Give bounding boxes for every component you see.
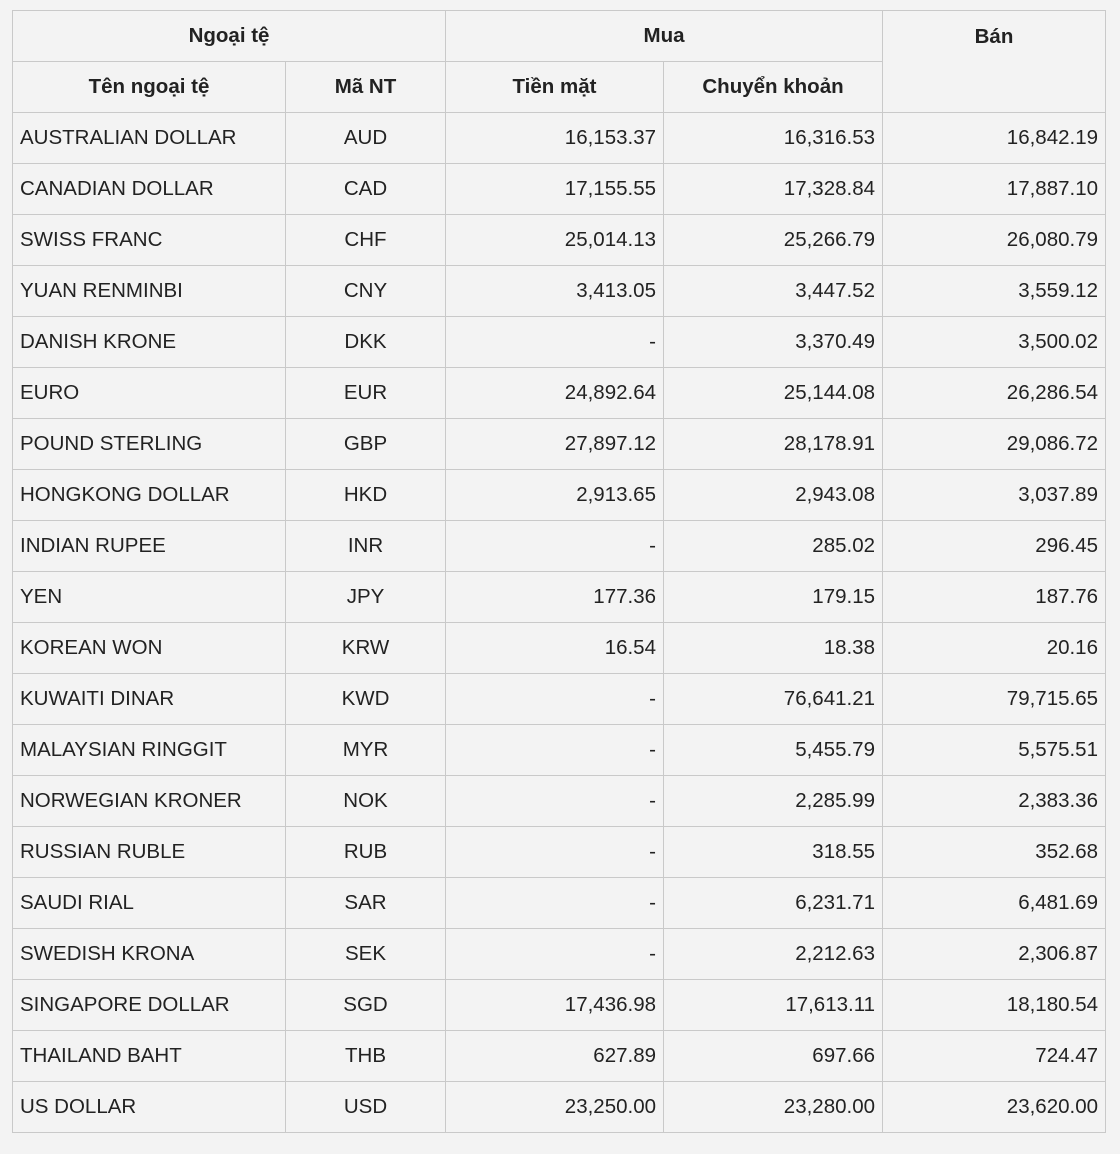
sell-cell: 6,481.69 bbox=[883, 878, 1106, 929]
currency-code-cell: CHF bbox=[286, 215, 446, 266]
sell-cell: 2,383.36 bbox=[883, 776, 1106, 827]
header-cash: Tiền mặt bbox=[446, 62, 664, 113]
table-row bbox=[13, 572, 1106, 623]
buy-transfer-cell: 76,641.21 bbox=[664, 674, 883, 725]
buy-transfer-cell: 17,613.11 bbox=[664, 980, 883, 1031]
currency-name-cell: YEN bbox=[13, 572, 286, 623]
table-row bbox=[13, 827, 1106, 878]
header-currency-code: Mã NT bbox=[286, 62, 446, 113]
sell-cell: 26,286.54 bbox=[883, 368, 1106, 419]
table-row bbox=[13, 470, 1106, 521]
currency-code-cell: CAD bbox=[286, 164, 446, 215]
table-row bbox=[13, 1082, 1106, 1133]
currency-name-cell: EURO bbox=[13, 368, 286, 419]
buy-cash-cell: 177.36 bbox=[446, 572, 664, 623]
currency-name-cell: POUND STERLING bbox=[13, 419, 286, 470]
buy-transfer-cell: 318.55 bbox=[664, 827, 883, 878]
header-currency-group: Ngoại tệ bbox=[13, 11, 446, 62]
currency-name-cell: KOREAN WON bbox=[13, 623, 286, 674]
currency-code-cell: JPY bbox=[286, 572, 446, 623]
buy-cash-cell: 23,250.00 bbox=[446, 1082, 664, 1133]
buy-transfer-cell: 5,455.79 bbox=[664, 725, 883, 776]
table-row bbox=[13, 929, 1106, 980]
currency-name-cell: SINGAPORE DOLLAR bbox=[13, 980, 286, 1031]
currency-name-cell: NORWEGIAN KRONER bbox=[13, 776, 286, 827]
currency-code-cell: SEK bbox=[286, 929, 446, 980]
currency-code-cell: SGD bbox=[286, 980, 446, 1031]
header-buy-group: Mua bbox=[446, 11, 883, 62]
currency-name-cell: CANADIAN DOLLAR bbox=[13, 164, 286, 215]
buy-transfer-cell: 179.15 bbox=[664, 572, 883, 623]
table-row bbox=[13, 980, 1106, 1031]
buy-cash-cell: - bbox=[446, 521, 664, 572]
currency-name-cell: US DOLLAR bbox=[13, 1082, 286, 1133]
buy-cash-cell: 17,155.55 bbox=[446, 164, 664, 215]
table-row bbox=[13, 419, 1106, 470]
currency-code-cell: RUB bbox=[286, 827, 446, 878]
buy-transfer-cell: 25,266.79 bbox=[664, 215, 883, 266]
buy-cash-cell: - bbox=[446, 317, 664, 368]
buy-transfer-cell: 2,212.63 bbox=[664, 929, 883, 980]
buy-cash-cell: - bbox=[446, 878, 664, 929]
sell-cell: 29,086.72 bbox=[883, 419, 1106, 470]
buy-transfer-cell: 28,178.91 bbox=[664, 419, 883, 470]
buy-transfer-cell: 17,328.84 bbox=[664, 164, 883, 215]
currency-code-cell: AUD bbox=[286, 113, 446, 164]
sell-cell: 2,306.87 bbox=[883, 929, 1106, 980]
currency-code-cell: GBP bbox=[286, 419, 446, 470]
buy-cash-cell: 16,153.37 bbox=[446, 113, 664, 164]
currency-code-cell: CNY bbox=[286, 266, 446, 317]
buy-cash-cell: 3,413.05 bbox=[446, 266, 664, 317]
buy-transfer-cell: 23,280.00 bbox=[664, 1082, 883, 1133]
sell-cell: 79,715.65 bbox=[883, 674, 1106, 725]
buy-cash-cell: - bbox=[446, 725, 664, 776]
buy-transfer-cell: 285.02 bbox=[664, 521, 883, 572]
sell-cell: 352.68 bbox=[883, 827, 1106, 878]
table-row bbox=[13, 1031, 1106, 1082]
sell-cell: 26,080.79 bbox=[883, 215, 1106, 266]
currency-name-cell: DANISH KRONE bbox=[13, 317, 286, 368]
table-row bbox=[13, 113, 1106, 164]
currency-code-cell: USD bbox=[286, 1082, 446, 1133]
currency-name-cell: AUSTRALIAN DOLLAR bbox=[13, 113, 286, 164]
currency-code-cell: DKK bbox=[286, 317, 446, 368]
currency-name-cell: RUSSIAN RUBLE bbox=[13, 827, 286, 878]
table-row bbox=[13, 521, 1106, 572]
table-row bbox=[13, 368, 1106, 419]
currency-code-cell: HKD bbox=[286, 470, 446, 521]
sell-cell: 16,842.19 bbox=[883, 113, 1106, 164]
buy-cash-cell: 16.54 bbox=[446, 623, 664, 674]
table-row bbox=[13, 266, 1106, 317]
currency-code-cell: KRW bbox=[286, 623, 446, 674]
currency-code-cell: NOK bbox=[286, 776, 446, 827]
buy-cash-cell: 2,913.65 bbox=[446, 470, 664, 521]
buy-cash-cell: 25,014.13 bbox=[446, 215, 664, 266]
header-sell: Bán bbox=[883, 11, 1106, 113]
currency-name-cell: SAUDI RIAL bbox=[13, 878, 286, 929]
sell-cell: 724.47 bbox=[883, 1031, 1106, 1082]
buy-transfer-cell: 2,285.99 bbox=[664, 776, 883, 827]
sell-cell: 3,500.02 bbox=[883, 317, 1106, 368]
sell-cell: 18,180.54 bbox=[883, 980, 1106, 1031]
sell-cell: 187.76 bbox=[883, 572, 1106, 623]
currency-code-cell: INR bbox=[286, 521, 446, 572]
currency-name-cell: HONGKONG DOLLAR bbox=[13, 470, 286, 521]
buy-transfer-cell: 3,447.52 bbox=[664, 266, 883, 317]
header-row-group bbox=[13, 11, 1106, 62]
currency-name-cell: SWISS FRANC bbox=[13, 215, 286, 266]
buy-cash-cell: - bbox=[446, 776, 664, 827]
table-row bbox=[13, 215, 1106, 266]
sell-cell: 296.45 bbox=[883, 521, 1106, 572]
sell-cell: 5,575.51 bbox=[883, 725, 1106, 776]
table-row bbox=[13, 776, 1106, 827]
buy-transfer-cell: 6,231.71 bbox=[664, 878, 883, 929]
buy-cash-cell: - bbox=[446, 929, 664, 980]
sell-cell: 3,037.89 bbox=[883, 470, 1106, 521]
buy-cash-cell: 627.89 bbox=[446, 1031, 664, 1082]
sell-cell: 23,620.00 bbox=[883, 1082, 1106, 1133]
currency-code-cell: EUR bbox=[286, 368, 446, 419]
table-row bbox=[13, 725, 1106, 776]
sell-cell: 20.16 bbox=[883, 623, 1106, 674]
buy-transfer-cell: 3,370.49 bbox=[664, 317, 883, 368]
header-transfer: Chuyển khoản bbox=[664, 62, 883, 113]
buy-transfer-cell: 18.38 bbox=[664, 623, 883, 674]
currency-code-cell: THB bbox=[286, 1031, 446, 1082]
currency-code-cell: MYR bbox=[286, 725, 446, 776]
buy-cash-cell: - bbox=[446, 674, 664, 725]
table-row bbox=[13, 674, 1106, 725]
table-row bbox=[13, 317, 1106, 368]
currency-name-cell: YUAN RENMINBI bbox=[13, 266, 286, 317]
table-row bbox=[13, 164, 1106, 215]
table-body bbox=[13, 113, 1106, 1133]
buy-cash-cell: 24,892.64 bbox=[446, 368, 664, 419]
buy-transfer-cell: 2,943.08 bbox=[664, 470, 883, 521]
currency-code-cell: SAR bbox=[286, 878, 446, 929]
table-row bbox=[13, 623, 1106, 674]
buy-cash-cell: 17,436.98 bbox=[446, 980, 664, 1031]
buy-cash-cell: - bbox=[446, 827, 664, 878]
exchange-rate-container bbox=[12, 10, 1106, 1133]
currency-name-cell: MALAYSIAN RINGGIT bbox=[13, 725, 286, 776]
table-row bbox=[13, 878, 1106, 929]
currency-name-cell: INDIAN RUPEE bbox=[13, 521, 286, 572]
header-currency-name: Tên ngoại tệ bbox=[13, 62, 286, 113]
currency-code-cell: KWD bbox=[286, 674, 446, 725]
currency-name-cell: THAILAND BAHT bbox=[13, 1031, 286, 1082]
buy-cash-cell: 27,897.12 bbox=[446, 419, 664, 470]
sell-cell: 3,559.12 bbox=[883, 266, 1106, 317]
currency-name-cell: KUWAITI DINAR bbox=[13, 674, 286, 725]
currency-name-cell: SWEDISH KRONA bbox=[13, 929, 286, 980]
table-header bbox=[13, 11, 1106, 113]
sell-cell: 17,887.10 bbox=[883, 164, 1106, 215]
exchange-rate-table bbox=[12, 10, 1106, 1133]
buy-transfer-cell: 16,316.53 bbox=[664, 113, 883, 164]
buy-transfer-cell: 25,144.08 bbox=[664, 368, 883, 419]
buy-transfer-cell: 697.66 bbox=[664, 1031, 883, 1082]
